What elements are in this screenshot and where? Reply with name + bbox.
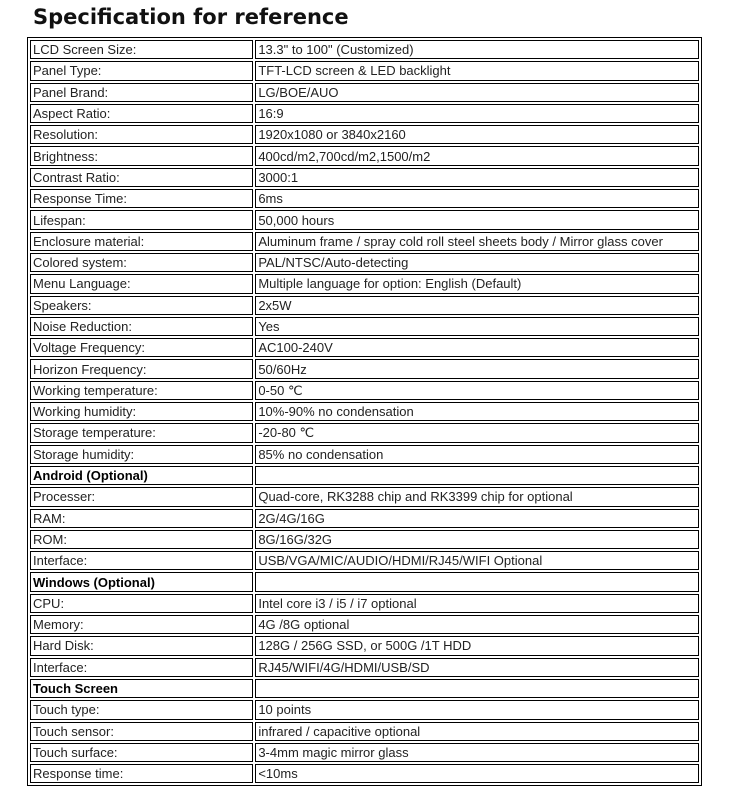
- spec-value: AC100-240V: [255, 338, 699, 357]
- section-header-row: [30, 572, 699, 591]
- table-row: [30, 722, 699, 741]
- spec-label: Lifespan:: [30, 210, 253, 229]
- spec-label: Colored system:: [30, 253, 253, 272]
- spec-value: infrared / capacitive optional: [255, 722, 699, 741]
- table-row: [30, 274, 699, 293]
- spec-label: Memory:: [30, 615, 253, 634]
- spec-value: 2G/4G/16G: [255, 509, 699, 528]
- table-row: [30, 168, 699, 187]
- table-row: [30, 700, 699, 719]
- spec-label: Touch sensor:: [30, 722, 253, 741]
- spec-value: 4G /8G optional: [255, 615, 699, 634]
- spec-value: 128G / 256G SSD, or 500G /1T HDD: [255, 636, 699, 655]
- spec-label: Panel Type:: [30, 61, 253, 80]
- table-row: [30, 658, 699, 677]
- section-header-row: [30, 679, 699, 698]
- spec-value: TFT-LCD screen & LED backlight: [255, 61, 699, 80]
- spec-value: Multiple language for option: English (Default): [255, 274, 699, 293]
- table-row: [30, 359, 699, 378]
- table-row: [30, 210, 699, 229]
- table-row: [30, 189, 699, 208]
- spec-value: LG/BOE/AUO: [255, 83, 699, 102]
- table-row: [30, 125, 699, 144]
- spec-value: Intel core i3 / i5 / i7 optional: [255, 594, 699, 613]
- table-row: [30, 594, 699, 613]
- spec-value: <10ms: [255, 764, 699, 783]
- spec-label: Enclosure material:: [30, 232, 253, 251]
- table-row: [30, 381, 699, 400]
- spec-value: PAL/NTSC/Auto-detecting: [255, 253, 699, 272]
- spec-value: 8G/16G/32G: [255, 530, 699, 549]
- spec-value: 85% no condensation: [255, 445, 699, 464]
- table-row: [30, 40, 699, 59]
- spec-label: RAM:: [30, 509, 253, 528]
- table-row: [30, 636, 699, 655]
- spec-value: Yes: [255, 317, 699, 336]
- spec-value: 6ms: [255, 189, 699, 208]
- section-title: Windows (Optional): [30, 572, 253, 591]
- spec-label: Working temperature:: [30, 381, 253, 400]
- table-row: [30, 551, 699, 570]
- table-row: [30, 317, 699, 336]
- spec-label: Storage humidity:: [30, 445, 253, 464]
- spec-value: 1920x1080 or 3840x2160: [255, 125, 699, 144]
- table-row: [30, 402, 699, 421]
- table-row: [30, 764, 699, 783]
- spec-label: Speakers:: [30, 296, 253, 315]
- spec-value: [255, 572, 699, 591]
- table-row: [30, 743, 699, 762]
- spec-label: Noise Reduction:: [30, 317, 253, 336]
- table-row: [30, 146, 699, 165]
- spec-value: 10%-90% no condensation: [255, 402, 699, 421]
- spec-value: 50/60Hz: [255, 359, 699, 378]
- spec-label: Interface:: [30, 658, 253, 677]
- spec-value: Quad-core, RK3288 chip and RK3399 chip for optional: [255, 487, 699, 506]
- table-row: [30, 530, 699, 549]
- spec-label: Voltage Frequency:: [30, 338, 253, 357]
- table-row: [30, 338, 699, 357]
- spec-label: Storage temperature:: [30, 423, 253, 442]
- table-row: [30, 232, 699, 251]
- table-row: [30, 104, 699, 123]
- spec-label: Brightness:: [30, 146, 253, 165]
- spec-value: 0-50 ℃: [255, 381, 699, 400]
- spec-value: [255, 466, 699, 485]
- spec-value: 2x5W: [255, 296, 699, 315]
- table-row: [30, 61, 699, 80]
- spec-value: 10 points: [255, 700, 699, 719]
- spec-label: Contrast Ratio:: [30, 168, 253, 187]
- spec-value: -20-80 ℃: [255, 423, 699, 442]
- spec-value: 13.3" to 100" (Customized): [255, 40, 699, 59]
- spec-label: Panel Brand:: [30, 83, 253, 102]
- spec-label: Response Time:: [30, 189, 253, 208]
- spec-value: 3-4mm magic mirror glass: [255, 743, 699, 762]
- spec-label: Interface:: [30, 551, 253, 570]
- page-title: Specification for reference: [33, 5, 349, 29]
- spec-value: USB/VGA/MIC/AUDIO/HDMI/RJ45/WIFI Optional: [255, 551, 699, 570]
- section-header-row: [30, 466, 699, 485]
- table-row: [30, 83, 699, 102]
- table-row: [30, 296, 699, 315]
- spec-value: [255, 679, 699, 698]
- spec-label: ROM:: [30, 530, 253, 549]
- spec-label: Resolution:: [30, 125, 253, 144]
- spec-value: 50,000 hours: [255, 210, 699, 229]
- spec-label: Hard Disk:: [30, 636, 253, 655]
- spec-label: CPU:: [30, 594, 253, 613]
- section-title: Android (Optional): [30, 466, 253, 485]
- spec-label: Working humidity:: [30, 402, 253, 421]
- table-row: [30, 253, 699, 272]
- spec-value: Aluminum frame / spray cold roll steel sheets body / Mirror glass cover: [255, 232, 699, 251]
- spec-label: LCD Screen Size:: [30, 40, 253, 59]
- table-row: [30, 509, 699, 528]
- spec-value: RJ45/WIFI/4G/HDMI/USB/SD: [255, 658, 699, 677]
- table-row: [30, 487, 699, 506]
- table-row: [30, 445, 699, 464]
- section-title: Touch Screen: [30, 679, 253, 698]
- spec-table: [27, 37, 702, 786]
- spec-value: 3000:1: [255, 168, 699, 187]
- spec-value: 16:9: [255, 104, 699, 123]
- table-row: [30, 423, 699, 442]
- spec-label: Menu Language:: [30, 274, 253, 293]
- table-row: [30, 615, 699, 634]
- spec-value: 400cd/m2,700cd/m2,1500/m2: [255, 146, 699, 165]
- spec-table-body: [30, 40, 699, 783]
- spec-label: Response time:: [30, 764, 253, 783]
- spec-label: Processer:: [30, 487, 253, 506]
- spec-label: Touch type:: [30, 700, 253, 719]
- spec-label: Touch surface:: [30, 743, 253, 762]
- spec-label: Horizon Frequency:: [30, 359, 253, 378]
- spec-label: Aspect Ratio:: [30, 104, 253, 123]
